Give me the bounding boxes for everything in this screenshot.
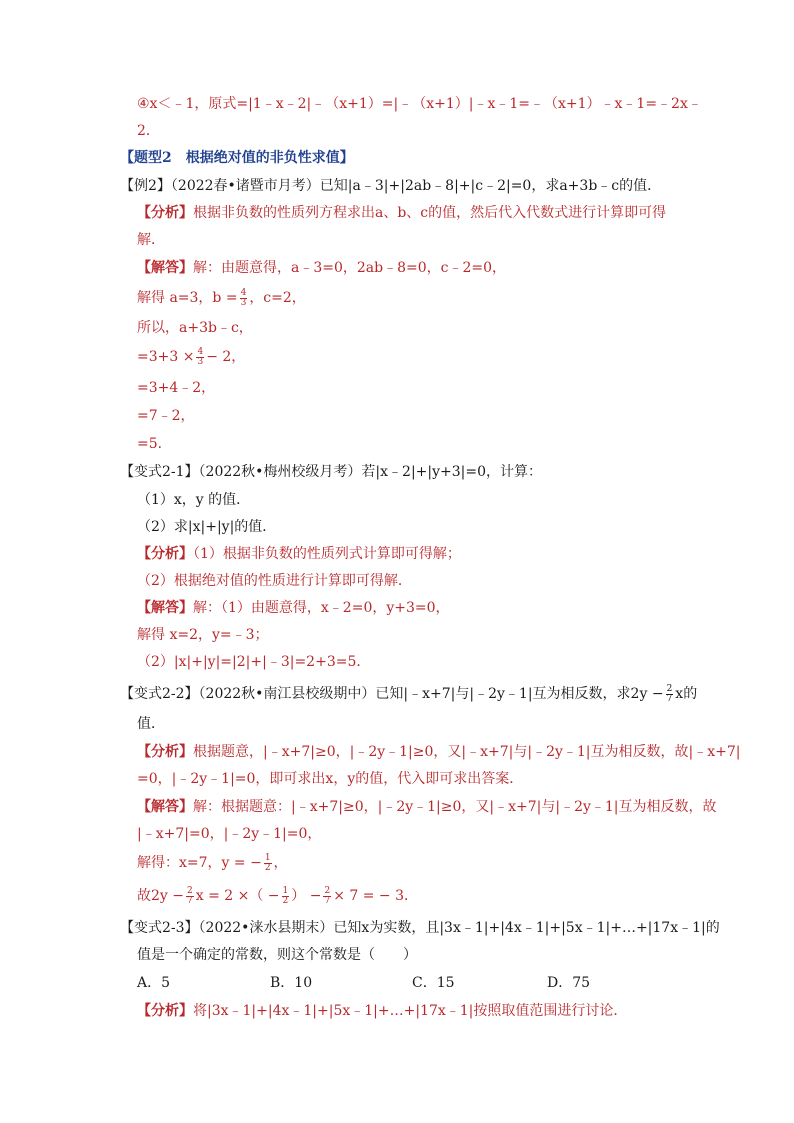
- variant-2-1-tag: 【变式2-1】: [120, 464, 199, 480]
- answer-tag: 【解答】: [137, 600, 193, 616]
- fraction-two-sevenths: $\frac{2}{7}$: [666, 683, 673, 704]
- example-2-answer-line-5: =3+4﹣2，: [137, 380, 216, 396]
- variant-2-1-analysis-line-1: 【分析】（1）根据非负数的性质列式计算即可得解；: [137, 546, 461, 562]
- option-a: A．5: [137, 975, 171, 991]
- variant-2-2-stem: 【变式2-2】（2022秋•南江县校级期中）已知|﹣x+7|与|﹣2y﹣1|互为相反数，求2y − $\frac{2}{7}$ x的: [120, 683, 698, 704]
- variant-2-1-answer-line-2: 解得 x=2，y=﹣3；: [137, 627, 269, 643]
- example-2-answer-line-4: =3+3 × $\frac{4}{3}$ − 2，: [137, 346, 246, 367]
- example-2-stem: 【例2】（2022春•诸暨市月考）已知|a﹣3|+|2ab﹣8|+|c﹣2|=0，求a+3b﹣c的值．: [120, 178, 662, 194]
- example-2-answer-line-1: 【解答】解：由题意得，a﹣3=0，2ab﹣8=0，c﹣2=0，: [137, 260, 507, 276]
- case4-line-1: ④x＜﹣1，原式=|1﹣x﹣2|﹣（x+1）=|﹣（x+1）|﹣x﹣1=﹣（x+1）﹣x﹣1=﹣2x﹣: [137, 96, 702, 112]
- analysis-tag: 【分析】: [137, 1003, 193, 1019]
- example-2-answer-line-6: =7﹣2，: [137, 408, 195, 424]
- variant-2-2-tag: 【变式2-2】: [120, 686, 199, 702]
- variant-2-2-answer-line-2: |﹣x+7|=0，|﹣2y﹣1|=0，: [137, 826, 322, 842]
- variant-2-1-q2: （2）求|x|+|y|的值．: [137, 519, 277, 535]
- variant-2-2-answer-line-3: 解得：x=7，y = − $\frac{1}{2}$ ，: [137, 852, 288, 873]
- variant-2-1-answer-line-1: 【解答】解：（1）由题意得，x﹣2=0，y+3=0，: [137, 600, 450, 616]
- example-2-analysis-line-1: 【分析】根据非负数的性质列方程求出a、b、c的值，然后代入代数式进行计算即可得: [137, 205, 667, 221]
- fraction-four-thirds: $\frac{4}{3}$: [197, 346, 204, 367]
- case4-line-2: 2．: [137, 123, 160, 139]
- example-2-tag: 【例2】: [120, 178, 171, 194]
- fraction-two-sevenths: $\frac{2}{7}$: [324, 885, 331, 906]
- analysis-tag: 【分析】: [137, 546, 193, 562]
- fraction-one-half: $\frac{1}{2}$: [264, 852, 271, 873]
- analysis-tag: 【分析】: [137, 205, 193, 221]
- variant-2-2-stem-line-2: 值．: [137, 716, 165, 732]
- variant-2-3-analysis-line-1: 【分析】将|3x﹣1|+|4x﹣1|+|5x﹣1|+…+|17x﹣1|按照取值范围进行讨论．: [137, 1003, 628, 1019]
- variant-2-2-analysis-line-1: 【分析】根据题意，|﹣x+7|≥0，|﹣2y﹣1|≥0，又|﹣x+7|与|﹣2y﹣1|互为相反数，故|﹣x+7|: [137, 744, 741, 760]
- topic-heading: 【题型2 根据绝对值的非负性求值】: [120, 150, 354, 166]
- fraction-b: $\frac{4}{3}$: [240, 287, 247, 308]
- fraction-two-sevenths: $\frac{2}{7}$: [187, 885, 193, 906]
- example-2-answer-line-7: =5．: [137, 436, 172, 452]
- variant-2-3-stem-line-2: 值是一个确定的常数，则这个常数是（ ）: [137, 947, 417, 963]
- variant-2-2-answer-line-4: 故2y − $\frac{2}{7}$ x = 2 ×（ − $\frac{1}{2}$ ） − $\frac{2}{7}$ × 7 = − 3．: [137, 885, 418, 906]
- fraction-one-half: $\frac{1}{2}$: [282, 885, 289, 906]
- answer-tag: 【解答】: [137, 799, 193, 815]
- variant-2-1-q1: （1）x，y 的值．: [137, 492, 251, 508]
- example-2-answer-line-2: 解得 a=3，b = $\frac{4}{3}$ ，c=2，: [137, 287, 306, 308]
- option-d: D．75: [547, 975, 591, 991]
- variant-2-2-analysis-line-2: =0，|﹣2y﹣1|=0，即可求出x，y的值，代入即可求出答案．: [137, 771, 524, 787]
- variant-2-3-tag: 【变式2-3】: [120, 920, 199, 936]
- variant-2-2-answer-line-1: 【解答】解：根据题意：|﹣x+7|≥0，|﹣2y﹣1|≥0，又|﹣x+7|与|﹣2y﹣1|互为相反数，故: [137, 799, 717, 815]
- analysis-tag: 【分析】: [137, 744, 193, 760]
- variant-2-1-stem: 【变式2-1】（2022秋•梅州校级月考）若|x﹣2|+|y+3|=0，计算：: [120, 464, 543, 480]
- example-2-analysis-line-2: 解．: [137, 232, 165, 248]
- example-2-answer-line-3: 所以，a+3b﹣c，: [137, 320, 253, 336]
- variant-2-1-analysis-line-2: （2）根据绝对值的性质进行计算即可得解．: [137, 573, 412, 589]
- variant-2-1-answer-line-3: （2）|x|+|y|=|2|+|﹣3|=2+3=5．: [137, 654, 371, 670]
- answer-tag: 【解答】: [137, 260, 193, 276]
- variant-2-3-stem: 【变式2-3】（2022•涞水县期末）已知x为实数，且|3x﹣1|+|4x﹣1|+|5x﹣1|+…+|17x﹣1|的: [120, 920, 720, 936]
- option-c: C．15: [412, 975, 455, 991]
- option-b: B．10: [270, 975, 313, 991]
